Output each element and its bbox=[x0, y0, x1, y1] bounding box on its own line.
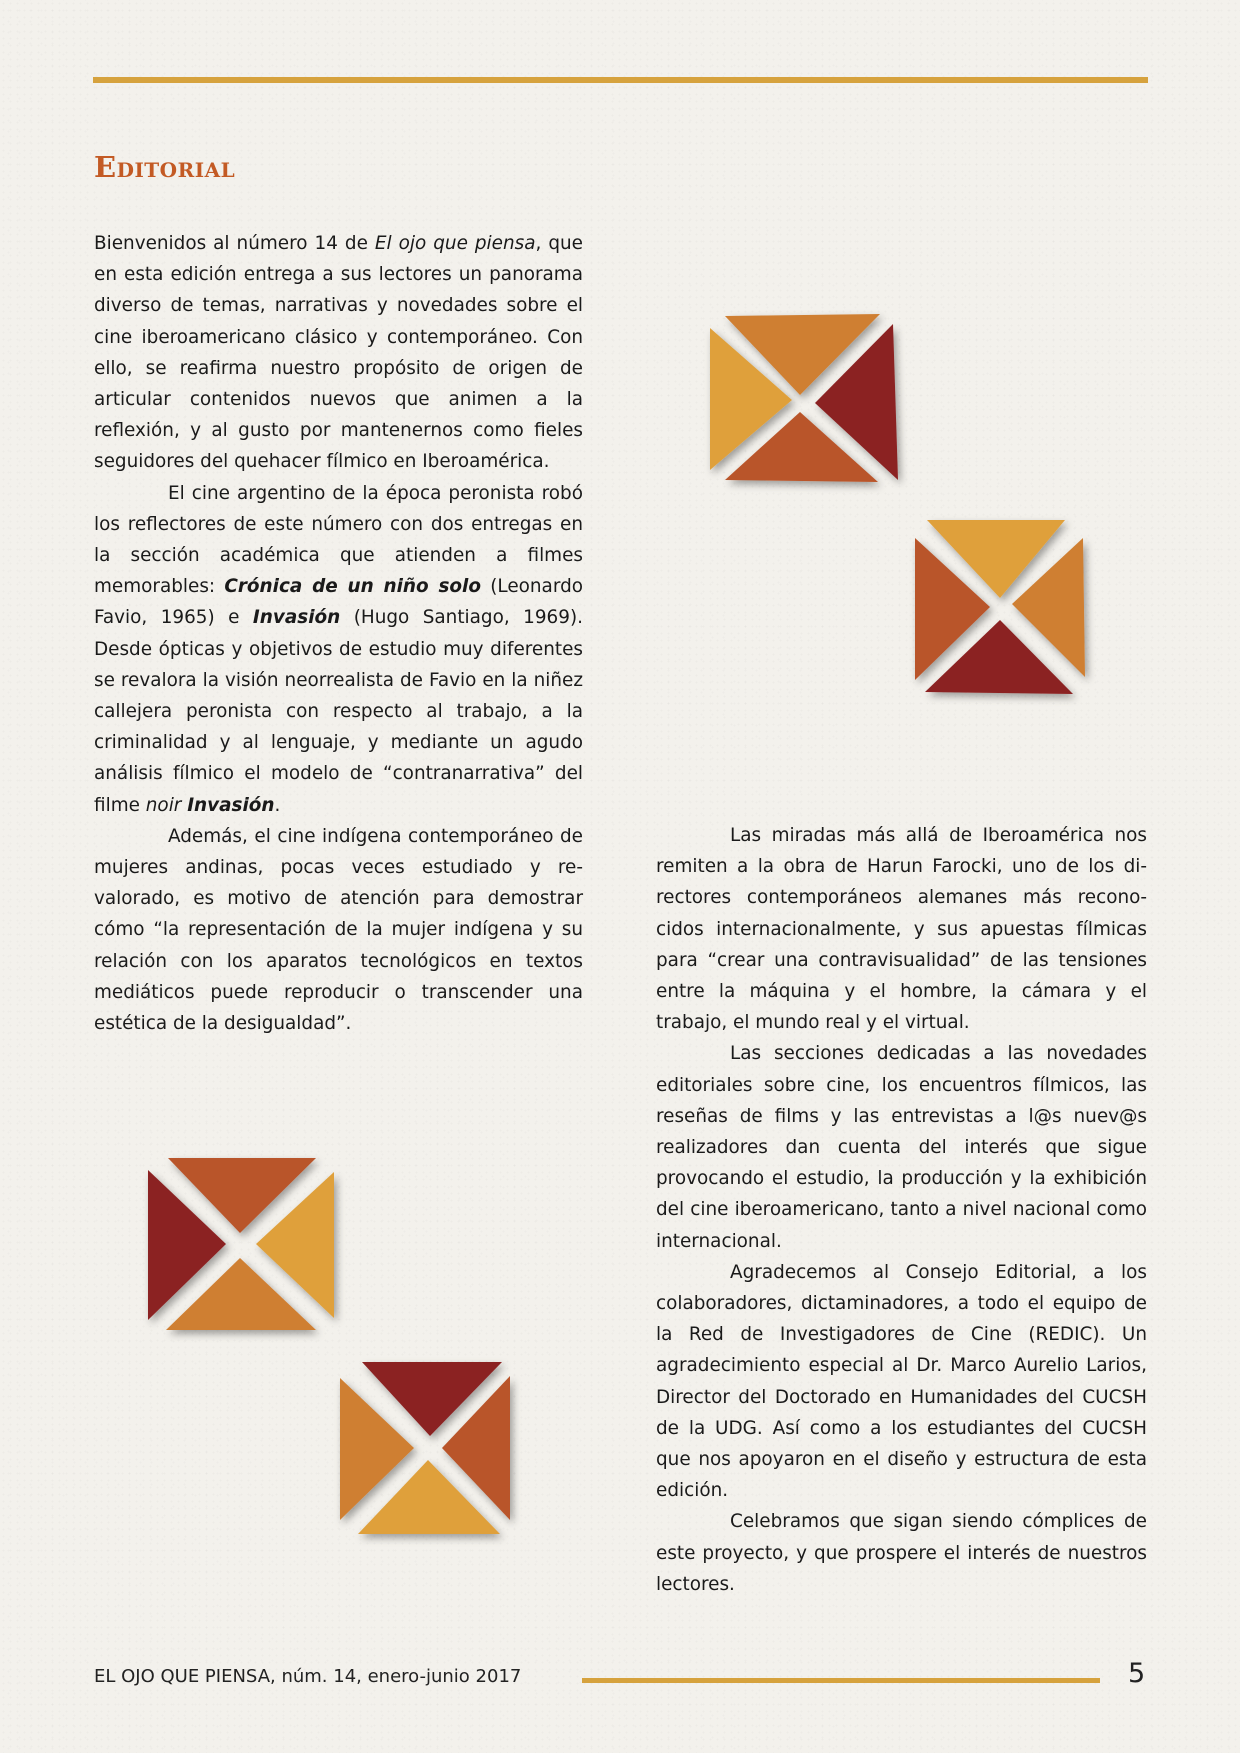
film-title: Crónica de un niño solo bbox=[224, 576, 481, 598]
page-title: Editorial bbox=[94, 150, 236, 184]
paragraph: Además, el cine indígena contemporáneo de mujeres andinas, pocas veces estudiado y revalorado, es motivo de atención para demostrar cómo “la representación de la mujer indígena y su relación con los aparatos tecnológicos en textos mediáticos puede reproducir o transcender una estética de la desigualdad”. bbox=[94, 825, 583, 1035]
triangle-motif-4 bbox=[330, 1352, 530, 1552]
triangle-motif-1 bbox=[700, 300, 920, 500]
text-column-left bbox=[94, 228, 583, 1039]
footer-rule bbox=[582, 1678, 1100, 1683]
paragraph: Las miradas más allá de Iberoamérica nos remiten a la obra de Harun Farocki, uno de los directores contemporáneos alemanes más reconocidos internacionalmente, y sus apuestas fílmicas para “crear una contravisualidad” de las tensiones entre la máquina y el hombre, la cámara y el trabajo, el mundo real y el virtual. bbox=[656, 825, 1147, 1034]
journal-title: El ojo que piensa bbox=[374, 233, 536, 254]
paragraph: Agradecemos al Consejo Editorial, a los colaboradores, dictaminadores, a todo el equipo de la Red de Investigadores de Cine (REDIC). Un agradecimiento especial al Dr. Marco Aurelio Larios, Director del Doctorado en Humanidades del CUCSH de la UDG. Así como a los estudiantes del CUCSH que nos apoyaron en el diseño y estructura de esta edición. bbox=[656, 1261, 1147, 1502]
paragraph: Celebramos que sigan siendo cómplices de este proyecto, y que prospere el interés de nuestros lectores. bbox=[656, 1511, 1147, 1595]
page-number: 5 bbox=[1128, 1658, 1146, 1689]
header-rule bbox=[93, 77, 1148, 83]
text-column-right bbox=[656, 820, 1147, 1600]
film-title: Invasión bbox=[252, 607, 341, 629]
triangle-motif-3 bbox=[138, 1148, 348, 1348]
film-title: Invasión bbox=[187, 794, 275, 816]
footer-journal-info: EL OJO QUE PIENSA, núm. 14, enero-junio 2017 bbox=[94, 1666, 522, 1687]
paragraph: Las secciones dedicadas a las novedades editoriales sobre cine, los encuentros fílmicos, las reseñas de films y las entrevistas a l@s nuev@s realizadores dan cuenta del interés que sigue provocando el estudio, la producción y la exhibición del cine iberoamericano, tanto a nivel nacional como internacional. bbox=[656, 1043, 1147, 1252]
paragraph: Bienvenidos al número 14 de El ojo que piensa, que en esta edición entrega a sus lectores un panorama diverso de temas, narrativas y novedades sobre el cine iberoamericano clásico y contemporáneo. Con ello, se reafirma nuestro propósito de origen de articular contenidos nuevos que animen a la reflexión, y al gusto por mantenernos como fieles seguidores del quehacer fílmico en Iberoamérica. bbox=[94, 233, 583, 473]
triangle-motif-2 bbox=[905, 512, 1105, 712]
paragraph: El cine argentino de la época peronista robó los reflectores de este número con dos entregas en la sección académica que atienden a filmes memorables: Crónica de un niño solo (Leonardo Favio, 1965) e Invasión (Hugo Santiago, 1969). Desde ópticas y objetivos de estudio muy diferentes se revalora la visión neorrealista de Favio en la niñez callejera peronista con respecto al trabajo, a la criminalidad y al lenguaje, y mediante un agudo análisis fílmico el modelo de “contranarrativa” del filme noir Invasión. bbox=[94, 482, 583, 816]
